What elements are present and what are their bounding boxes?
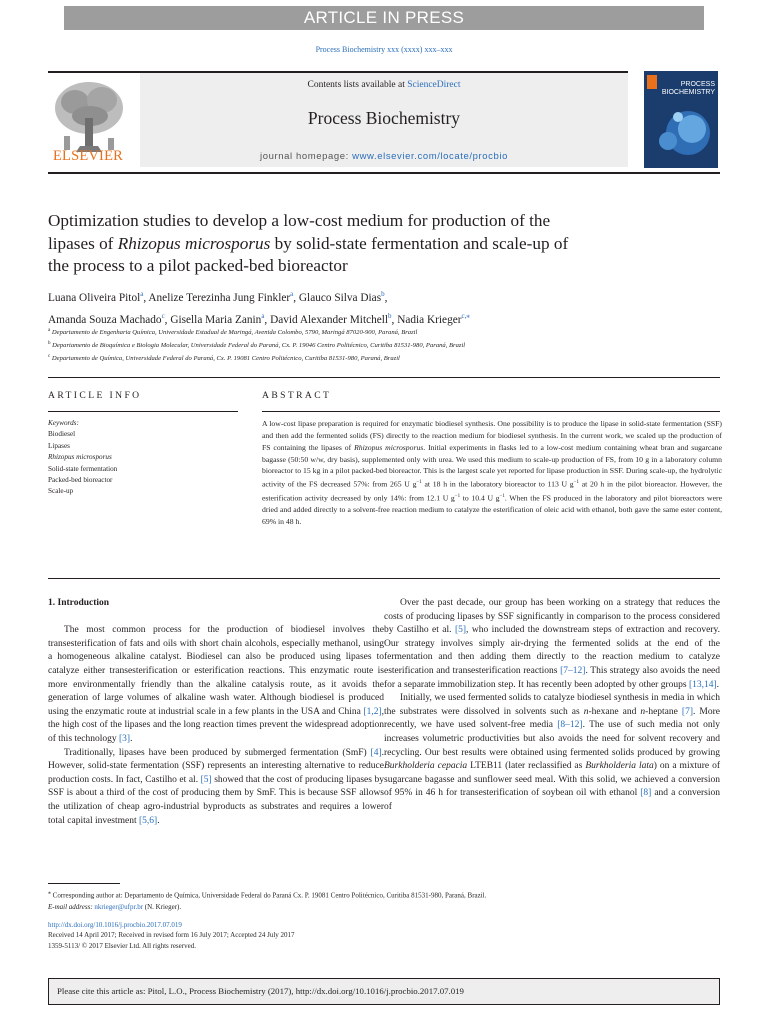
paragraph: Initially, we used fermented solids to catalyze biodiesel synthesis in media in which the substrates were dissolved in solvents such as n-hexane and n-heptane [7]. More recently, we have used solvent-free media [8–12]. The use of such media not only increases volumetric productivities but also avoids the need for solvent recovery and recycling. Our best results were obtained using fermented solids produced by growing Burkholderia cepacia LTEB11 (later reclassified as Burkholderia lata) on a mixture of sugarcane bagasse and sunflower seed meal. With this solid, we achieved a conversion of 95% in 46 h for transesterification of soybean oil with ethanol [8] and a conversion of: [384, 693, 721, 812]
keywords-list: Keywords: Biodiesel Lipases Rhizopus microsporus Solid-state fermentation Packed-bed bioreactor Scale-up: [48, 418, 238, 498]
cover-title: PROCESS BIOCHEMISTRY: [661, 81, 715, 96]
article-info-heading: ARTICLE INFO: [48, 390, 142, 401]
citation-link[interactable]: [1,2]: [363, 706, 382, 717]
citation-link[interactable]: [5]: [454, 625, 467, 636]
homepage-link[interactable]: www.elsevier.com/locate/procbio: [352, 151, 509, 162]
sciencedirect-link[interactable]: ScienceDirect: [407, 80, 461, 90]
doi-link[interactable]: http://dx.doi.org/10.1016/j.procbio.2017.07.019: [48, 921, 182, 929]
affiliation: $^a$ Departamento de Engenharia Química, Universidade Estadual de Maringá, Avenida Colombo, 5790, Maringá 87020-900, Paraná, Brazil: [48, 328, 418, 337]
citation-link[interactable]: [7]: [681, 706, 693, 717]
affiliations: [48, 326, 708, 365]
article-title: Optimization studies to develop a low-cost medium for production of the lipases of Rhizopus microsporus by solid-state fermentation and scale-up of the process to a pilot packed-bed bioreactor: [48, 211, 569, 275]
paragraph: The most common process for the production of biodiesel involves the transesterification of fats and oils with short chain alcohols, especially methanol, using a homogeneous alkaline catalyst. Biodiesel can also be produced using lipases to catalyze either transesterification or esterification reactions. This enzymatic route is more environmentally friendly than the alkaline catalysis route, as it avoids the generation of large volumes of alkaline wash water. Although biodiesel is produced using the enzymatic route at industrial scale in a few plants in the USA and China [1,2], the high cost of the lipases and the long reaction times prevent the widespread adoption of this technology [3].: [48, 625, 384, 744]
body-column-right: [384, 597, 720, 815]
author[interactable]: David Alexander Mitchell$^b$: [270, 312, 392, 327]
cover-artwork-icon: [648, 97, 714, 159]
journal-cover-thumbnail[interactable]: [644, 71, 718, 168]
affiliation: $^c$ Departamento de Química, Universidade Federal do Paraná, Cx. P. 19081 Centro Politécnico, Curitiba 81531-980, Paraná, Brazil: [48, 353, 400, 362]
citation-link[interactable]: [5,6]: [139, 815, 158, 826]
abstract-text: A low-cost lipase preparation is required for enzymatic biodiesel synthesis. One possibility is to produce the lipase in solid-state fermentation (SSF) and then add the fermented solids (FS) directly to the reaction medium for biodiesel synthesis. In the current work, we scaled up the production of FS containing the lipases of Rhizopus microsporus. Initial experiments in flasks led to a low-cost medium containing wheat bran and sugarcane bagasse (50:50 w/w, dry basis), supplemented only with urea. We used this medium to scale-up production of FS, from 10 g in a laboratory column bioreactor to 15 kg in a pilot packed-bed bioreactor. This is the largest scale yet reported for lipase production in SSF. During scale-up, the hydrolytic activity of the FS decreased 57%: from 265 U $g^{-1}$ at 18 h in the laboratory bioreactor to 113 U $g^{-1}$ at 20 h in the pilot bioreactor. However, the esterification activity decreased by only 14%: from 12.1 U $g^{-1}$ to 10.4 U $g^{-1}$. When the FS produced in the laboratory and pilot bioreactors were dried and added directly to a solvent-free reaction medium to catalyze the esterification of oleic acid with ethanol, both gave the same ester content, 69% in 48 h.: [262, 419, 722, 526]
article-info-rule: [48, 411, 238, 412]
header-bottom-rule: [48, 172, 720, 174]
abstract-heading: ABSTRACT: [262, 390, 332, 401]
author[interactable]: Luana Oliveira Pitol$^a$: [48, 290, 144, 304]
keyword: Lipases: [48, 441, 70, 450]
author[interactable]: Nadia Krieger$^{c,⁎}$: [397, 312, 470, 327]
contents-line: Contents lists available at ScienceDirect: [307, 80, 461, 90]
citation-link[interactable]: [5]: [200, 774, 212, 785]
doi-block: [48, 920, 728, 951]
citation-box: Please cite this article as: Pitol, L.O., Process Biochemistry (2017), http://dx.doi.org/10.1016/j.procbio.2017.07.019: [48, 978, 720, 1005]
section-bottom-rule: [48, 578, 720, 579]
email-link[interactable]: nkrieger@ufpr.br: [94, 903, 144, 912]
citation-link[interactable]: [4]: [370, 747, 382, 758]
citation-link[interactable]: [7–12]: [560, 665, 586, 676]
corresponding-author-footnote: ⁎ Corresponding author at: Departamento de Química, Universidade Federal do Paraná Cx. P. 19081 Centro Politécnico, Curitiba 81531-980, Paraná, Brazil. E-mail address: nkrieger@ufpr.br (N. Krieger).: [48, 890, 487, 912]
received-dates: Received 14 April 2017; Received in revised form 16 July 2017; Accepted 24 July 2017: [48, 931, 295, 940]
author-list: Luana Oliveira Pitol$^a$, Anelize Terezinha Jung Finkler$^a$, Glauco Silva Dias$^b$, Amanda Souza Machado$^c$, Gisella Maria Zanin$^a$, David Alexander Mitchell$^b$, Nadia Krieger$^{c,⁎}$: [48, 290, 470, 327]
body-column-left: [48, 597, 384, 828]
author[interactable]: Gisella Maria Zanin$^a$: [170, 312, 265, 327]
author[interactable]: Glauco Silva Dias$^b$: [298, 290, 385, 304]
keyword: Rhizopus microsporus: [48, 453, 112, 462]
footnote-rule: [48, 883, 120, 884]
citation-link[interactable]: [8–12]: [557, 720, 583, 731]
abstract-rule: [262, 411, 720, 412]
journal-name: Process Biochemistry: [307, 108, 461, 128]
affiliation: $^b$ Departamento de Bioquímica e Biologia Molecular, Universidade Federal do Paraná, Cx. P. 19046 Centro Politécnico, Curitiba 81531-980, Paraná, Brazil: [48, 340, 466, 350]
journal-reference[interactable]: Process Biochemistry xxx (xxxx) xxx–xxx: [315, 45, 453, 54]
section-heading: 1. Introduction: [48, 598, 110, 608]
keyword: Solid-state fermentation: [48, 464, 118, 473]
article-in-press-banner: ARTICLE IN PRESS: [64, 6, 704, 30]
author[interactable]: Anelize Terezinha Jung Finkler$^a$: [148, 290, 294, 304]
keyword: Scale-up: [48, 487, 74, 496]
author[interactable]: Amanda Souza Machado$^c$: [48, 312, 165, 327]
citation-link[interactable]: [13,14]: [688, 679, 717, 690]
keyword: Biodiesel: [48, 430, 76, 439]
citation-link[interactable]: [8]: [640, 788, 652, 799]
section-top-rule: [48, 377, 720, 378]
keyword: Packed-bed bioreactor: [48, 476, 113, 485]
publisher-logo-text[interactable]: ELSEVIER: [52, 148, 124, 164]
paragraph: Traditionally, lipases have been produced by submerged fermentation (SmF) [4]. However, solid-state fermentation (SSF) represents an interesting alternative to reduce production costs. In fact, Castilho et al. [5] showed that the cost of producing lipases by SSF is about a third of the cost of producing them by SmF. This is because SSF allows the utilization of cheap agro-industrial byproducts as substrates and requires a lower total capital investment [5,6].: [48, 747, 384, 826]
paragraph: Over the past decade, our group has been working on a strategy that reduces the costs of producing lipases by SSF significantly in comparison to the process considered by Castilho et al. [5], who included the downstream steps of extraction and recovery. Our strategy involves simply air-drying the fermented solids at the end of the fermentation and then adding them directly to the reaction medium to catalyze esterification and transesterification reactions [7–12]. This strategy also avoids the need for a separate immobilization step. It has recently been adopted by other groups [13,14].: [384, 598, 721, 690]
citation-link[interactable]: [3]: [118, 733, 131, 744]
issn-copyright: 1359-5113/ © 2017 Elsevier Ltd. All rights reserved.: [48, 941, 196, 950]
journal-homepage: journal homepage: www.elsevier.com/locate/procbio: [259, 151, 509, 162]
